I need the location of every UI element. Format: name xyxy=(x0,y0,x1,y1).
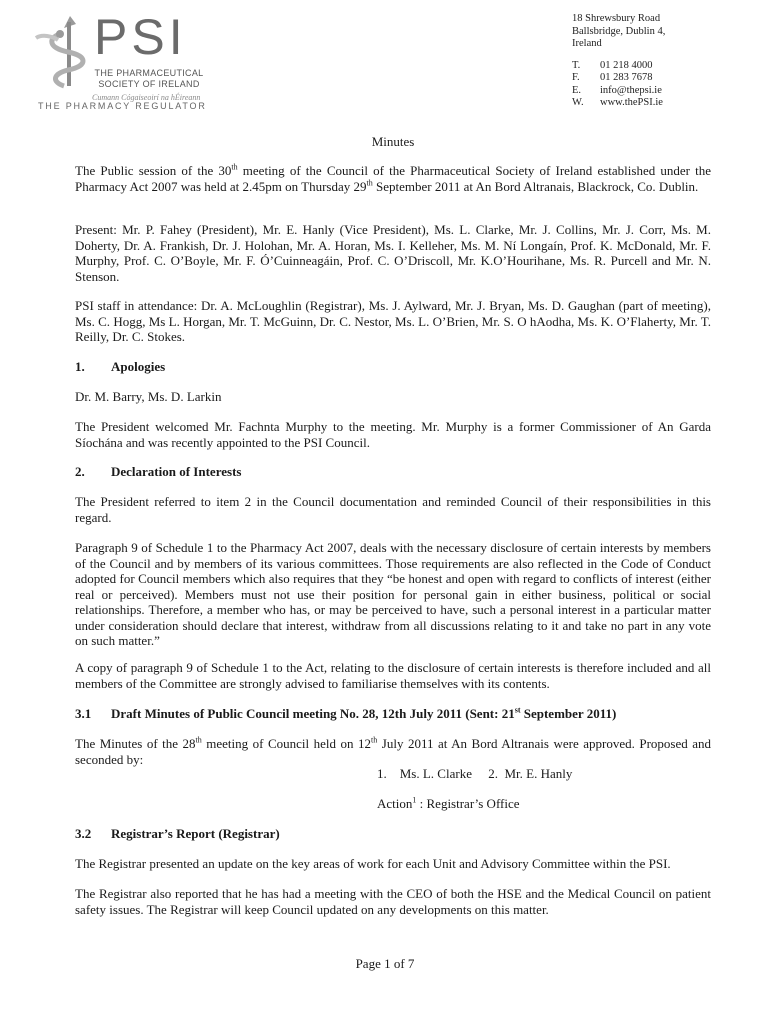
contact-fax: F. 01 283 7678 xyxy=(572,72,653,83)
interests-paragraph-3: A copy of paragraph 9 of Schedule 1 to the Act, relating to the disclosure of certain interests is therefore included and all members of the Committee are strongly advised to familiarise themselves with its contents. xyxy=(75,660,711,691)
contact-phone: T. 01 218 4000 xyxy=(572,59,653,71)
contact-email[interactable]: E. info@thepsi.ie xyxy=(572,84,662,96)
action-line: Action$^1$ : Registrar’s Office xyxy=(377,795,520,811)
welcome-paragraph: The President welcomed Mr. Fachnta Murphy to the meeting. Mr. Murphy is a former Commissioner of An Garda Síochána and was recently appointed to the PSI Council. xyxy=(75,419,711,450)
document-title: Minutes xyxy=(371,134,415,149)
address-block xyxy=(572,13,665,110)
logo-text: PSI xyxy=(94,9,187,65)
psi-logo xyxy=(30,9,204,114)
section-heading-apologies: 1. Apologies xyxy=(75,359,166,374)
interests-paragraph-2: Paragraph 9 of Schedule 1 to the Pharmacy Act 2007, deals with the necessary disclosure of certain interests by members of the Council and by members of its various committees. Those requirements are also reflected in the Code of Conduct adopted for Council members which also requires that they “be honest and open with regard to conflicts of interest (either real or perceived). Members must not use their position for personal gain in either business, political or social relationships. Therefore, a member who has, or may be perceived to have, such a personal interest in a particular matter under consideration should declare that interest, withdraw from all discussions relating to it and take no part in any vote on such matter.” xyxy=(75,540,711,648)
seconders-line: 1. Ms. L. Clarke 2. Mr. E. Hanly xyxy=(377,766,573,781)
regulator-tagline: THE PHARMACY REGULATOR xyxy=(38,101,207,111)
page-number: Page 1 of 7 xyxy=(355,956,415,971)
staff-paragraph: PSI staff in attendance: Dr. A. McLoughlin (Registrar), Ms. J. Aylward, Mr. J. Bryan, Ms. D. Gaughan (part of meeting), Ms. C. Hogg, Ms L. Horgan, Mr. T. McGuinn, Dr. C. Nestor, Ms. L. O’Brien, Mr. S. O hAodha, Ms. K. O’Flaherty, Mr. T. Reilly, Dr. C. Stokes. xyxy=(75,298,711,344)
section-heading-interests: 2. Declaration of Interests xyxy=(75,464,242,479)
contact-website[interactable]: W. www.thePSI.ie xyxy=(572,97,663,108)
apologies-paragraph: Dr. M. Barry, Ms. D. Larkin xyxy=(75,389,222,404)
society-line2: SOCIETY OF IRELAND xyxy=(98,79,200,89)
address-line: 18 Shrewsbury Road xyxy=(572,13,661,24)
caduceus-icon xyxy=(30,14,102,90)
present-paragraph: Present: Mr. P. Fahey (President), Mr. E. Hanly (Vice President), Ms. L. Clarke, Mr. J. Collins, Mr. J. Corr, Ms. M. Doherty, Dr. A. Frankish, Dr. J. Holohan, Mr. A. Horan, Ms. I. Kelleher, Ms. M. Ní Longaín, Prof. K. McDonald, Mr. F. Murphy, Prof. C. O’Boyle, Mr. F. Ó’Cuinneagáin, Prof. C. O’Driscoll, Mr. K.O’Hourihane, Ms. R. Purcell and Mr. N. Stenson. xyxy=(75,222,711,284)
section-heading-draft-minutes: 3.1 Draft Minutes of Public Council meeting No. 28, 12th July 2011 (Sent: 21st September 2011) xyxy=(75,705,617,721)
interests-paragraph-1: The President referred to item 2 in the Council documentation and reminded Council of their responsibilities in this regard. xyxy=(75,494,711,525)
society-name xyxy=(94,68,204,90)
irish-name: Cumann Cógaiseoirí na hÉireann xyxy=(92,93,201,102)
intro-paragraph: The Public session of the 30th meeting of the Council of the Pharmaceutical Society of Ireland established under the Pharmacy Act 2007 was held at 2.45pm on Thursday 29th September 2011 at An Bord Altranais, Blackrock, Co. Dublin. xyxy=(75,162,711,194)
minutes-approved-paragraph: The Minutes of the 28th meeting of Council held on 12th July 2011 at An Bord Altranais were approved. Proposed and seconded by: xyxy=(75,735,711,767)
address-line: Ireland xyxy=(572,38,602,49)
registrar-paragraph-1: The Registrar presented an update on the key areas of work for each Unit and Advisory Committee within the PSI. xyxy=(75,856,671,871)
society-line1: THE PHARMACEUTICAL xyxy=(94,68,204,78)
registrar-paragraph-2: The Registrar also reported that he has had a meeting with the CEO of both the HSE and the Medical Council on patient safety issues. The Registrar will keep Council updated on any developments on this matter. xyxy=(75,886,711,917)
address-line: Ballsbridge, Dublin 4, xyxy=(572,25,666,37)
section-heading-registrar-report: 3.2 Registrar’s Report (Registrar) xyxy=(75,826,280,841)
